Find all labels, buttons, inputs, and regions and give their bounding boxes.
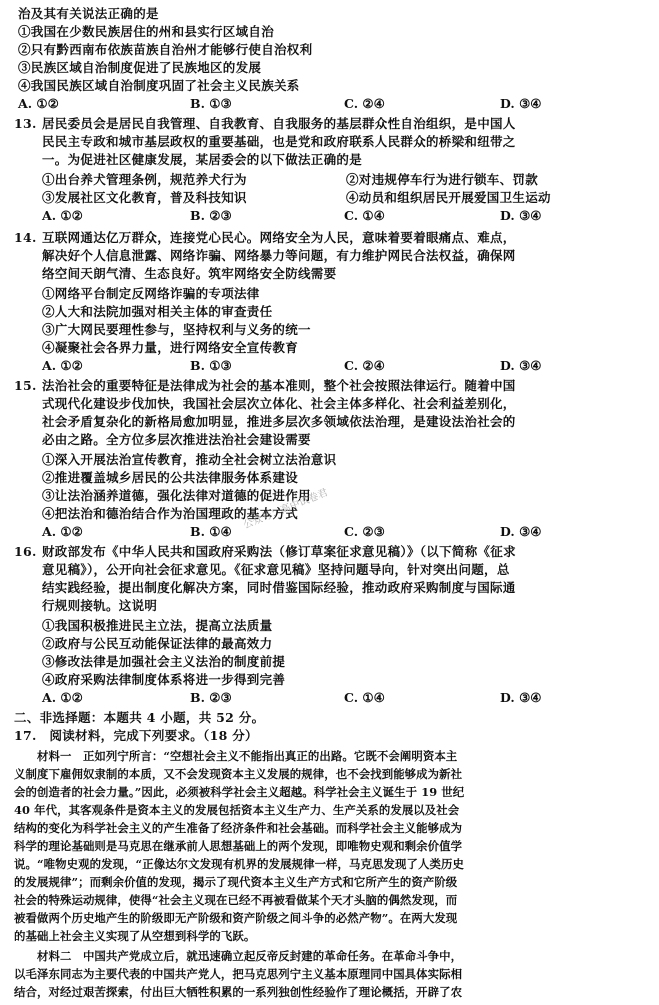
q16-option-c: C. ①④ [344,690,385,705]
q15-stem-line-4: 必由之路。全方位多层次推进法治社会建设需要 [42,432,311,447]
q14-option-d: D. ③④ [500,358,542,373]
q13-option-c: C. ①④ [344,208,385,223]
q16-stem-line-3: 结实践经验，提出制度化解决方案，同时借鉴国际经验，推动政府采购制度与国际通 [42,580,516,595]
material1-line-4: 40 年代，其客观条件是资本主义的发展包括资本主义生产力、生产关系的发展以及社会 [14,803,460,817]
q13-option-d: D. ③④ [500,208,542,223]
q16-option-d: D. ③④ [500,690,542,705]
q13-number: 13. [14,116,37,131]
q15-item-3: ③让法治涵养道德，强化法律对道德的促进作用 [42,488,311,503]
q12-item-2: ②只有黔西南布依族苗族自治州才能够行使自治权利 [18,42,313,57]
q14-item-2: ②人大和法院加强对相关主体的审查责任 [42,304,273,319]
q12-option-a: A. ①② [18,96,59,111]
q14-item-3: ③广大网民要理性参与，坚持权利与义务的统一 [42,322,311,337]
q13-item-2: ②对违规停车行为进行锁车、罚款 [346,172,539,187]
watermark: 公众号：高中试卷君 [241,487,330,532]
material1-line-1: 材料一 正如列宁所言：“空想社会主义不能指出真正的出路。它既不会阐明资本主 [14,749,458,763]
q15-number: 15. [14,378,37,393]
material1-line-3: 会的创造者的社会力量。”因此，必须被科学社会主义超越。科学社会主义诞生于 19 世纪 [14,785,465,799]
material1-line-7: 说。“唯物史观的发现，“正像达尔文发现有机界的发展规律一样，马克思发现了人类历史 [14,857,464,871]
q14-number: 14. [14,230,37,245]
q14-stem-line-2: 解决好个人信息泄露、网络诈骗、网络暴力等问题，有力维护网民合法权益，确保网 [42,248,516,263]
q12-item-4: ④我国民族区域自治制度巩固了社会主义民族关系 [18,78,300,93]
material1-line-8: 的发展规律”；而剩余价值的发现，揭示了现代资本主义生产方式和它所产生的资产阶级 [14,875,458,889]
material1-line-6: 科学的理论基础则是马克思在继承前人思想基础上的两个发现，即唯物史观和剩余价值学 [14,839,463,853]
q16-item-2: ②政府与公民互动能保证法律的最高效力 [42,636,273,651]
q16-item-4: ④政府采购法律制度体系将进一步得到完善 [42,672,286,687]
material1-line-2: 义制度下雇佣奴隶制的本质，又不会发现资本主义发展的规律，也不会找到能够成为新社 [14,767,463,781]
q16-option-a: A. ①② [42,690,83,705]
q16-stem-line-2: 意见稿》），公开向社会征求意见。《征求意见稿》坚持问题导向，针对突出问题，总 [42,562,510,577]
q12-option-b: B. ①③ [190,96,232,111]
q16-option-b: B. ②③ [190,690,232,705]
q13-item-1: ①出台养犬管理条例，规范养犬行为 [42,172,247,187]
q14-option-c: C. ②④ [344,358,385,373]
q16-stem-line-1: 16. 财政部发布《中华人民共和国政府采购法（修订草案征求意见稿）》（以下简称《征求 [14,544,516,559]
q16-number: 16. [14,544,37,559]
q15-option-b: B. ①④ [190,524,232,539]
q14-item-1: ①网络平台制定反网络诈骗的专项法律 [42,286,260,301]
q13-stem-line-1: 13. 居民委员会是居民自我管理、自我教育、自我服务的基层群众性自治组织，是中国人 [14,116,516,131]
q17-heading: 17. 阅读材料，完成下列要求。（18 分） [14,728,258,743]
q14-stem-line-3: 络空间天朗气清、生态良好。筑牢网络安全防线需要 [42,266,337,281]
q12-option-c: C. ②④ [344,96,385,111]
q15-item-1: ①深入开展法治宣传教育，推动全社会树立法治意识 [42,452,337,467]
material1-line-5: 结构的变化为科学社会主义的产生准备了经济条件和社会基础。而科学社会主义能够成为 [14,821,463,835]
q13-item-4: ④动员和组织居民开展爱国卫生运动 [346,190,551,205]
q14-item-4: ④凝聚社会各界力量，进行网络安全宣传教育 [42,340,299,355]
material1-line-9: 社会的特殊运动规律，使得“社会主义现在已经不再被看做某个天才头脑的偶然发现，而 [14,893,458,907]
q12-item-3: ③民族区域自治制度促进了民族地区的发展 [18,60,262,75]
q14-stem-line-1: 14. 互联网通达亿万群众，连接党心民心。网络安全为人民，意味着要着眼痛点、难点， [14,230,516,245]
q15-stem-line-1: 15. 法治社会的重要特征是法律成为社会的基本准则，整个社会按照法律运行。随着中国 [14,378,516,393]
q16-stem-line-4: 行规则接轨。这说明 [42,598,158,613]
q16-item-1: ①我国积极推进民主立法，提高立法质量 [42,618,273,633]
q14-option-b: B. ①③ [190,358,232,373]
q15-option-d: D. ③④ [500,524,542,539]
q16-item-3: ③修改法律是加强社会主义法治的制度前提 [42,654,286,669]
q13-item-3: ③发展社区文化教育，普及科技知识 [42,190,247,205]
material2-line-2: 以毛泽东同志为主要代表的中国共产党人，把马克思列宁主义基本原理同中国具体实际相 [14,967,463,981]
q12-stem-end: 治及其有关说法正确的是 [18,6,159,21]
material1-line-11: 的基础上社会主义实现了从空想到科学的飞跃。 [14,929,256,943]
q15-option-c: C. ②③ [344,524,385,539]
section-heading: 二、非选择题：本题共 4 小题，共 52 分。 [14,710,265,725]
material2-line-1: 材料二 中国共产党成立后，就迅速确立起反帝反封建的革命任务。在革命斗争中， [14,949,463,963]
q13-option-b: B. ②③ [190,208,232,223]
q15-stem-line-3: 社会矛盾复杂化的新格局愈加明显，推进多层次多领域依法治理，是建设法治社会的 [42,414,516,429]
q14-option-a: A. ①② [42,358,83,373]
q13-stem-line-2: 民民主专政和城市基层政权的重要基础，也是党和政府联系人民群众的桥梁和纽带之 [42,134,516,149]
q13-option-a: A. ①② [42,208,83,223]
material2-line-3: 结合，对经过艰苦探索，付出巨大牺牲积累的一系列独创性经验作了理论概括，开辟了农 [14,985,463,999]
q15-stem-line-2: 式现代化建设步伐加快，我国社会层次立体化、社会主体多样化、社会利益差别化， [42,396,516,411]
q12-item-1: ①我国在少数民族居住的州和县实行区域自治 [18,24,275,39]
q15-option-a: A. ①② [42,524,83,539]
q13-stem-line-3: 一。为促进社区健康发展，某居委会的以下做法正确的是 [42,152,363,167]
q15-item-4: ④把法治和德治结合作为治国理政的基本方式 [42,506,299,521]
q15-item-2: ②推进覆盖城乡居民的公共法律服务体系建设 [42,470,299,485]
q12-option-d: D. ③④ [500,96,542,111]
material1-line-10: 被看做两个历史地产生的阶级即无产阶级和资产阶级之间斗争的必然产物”。在两大发现 [14,911,458,925]
